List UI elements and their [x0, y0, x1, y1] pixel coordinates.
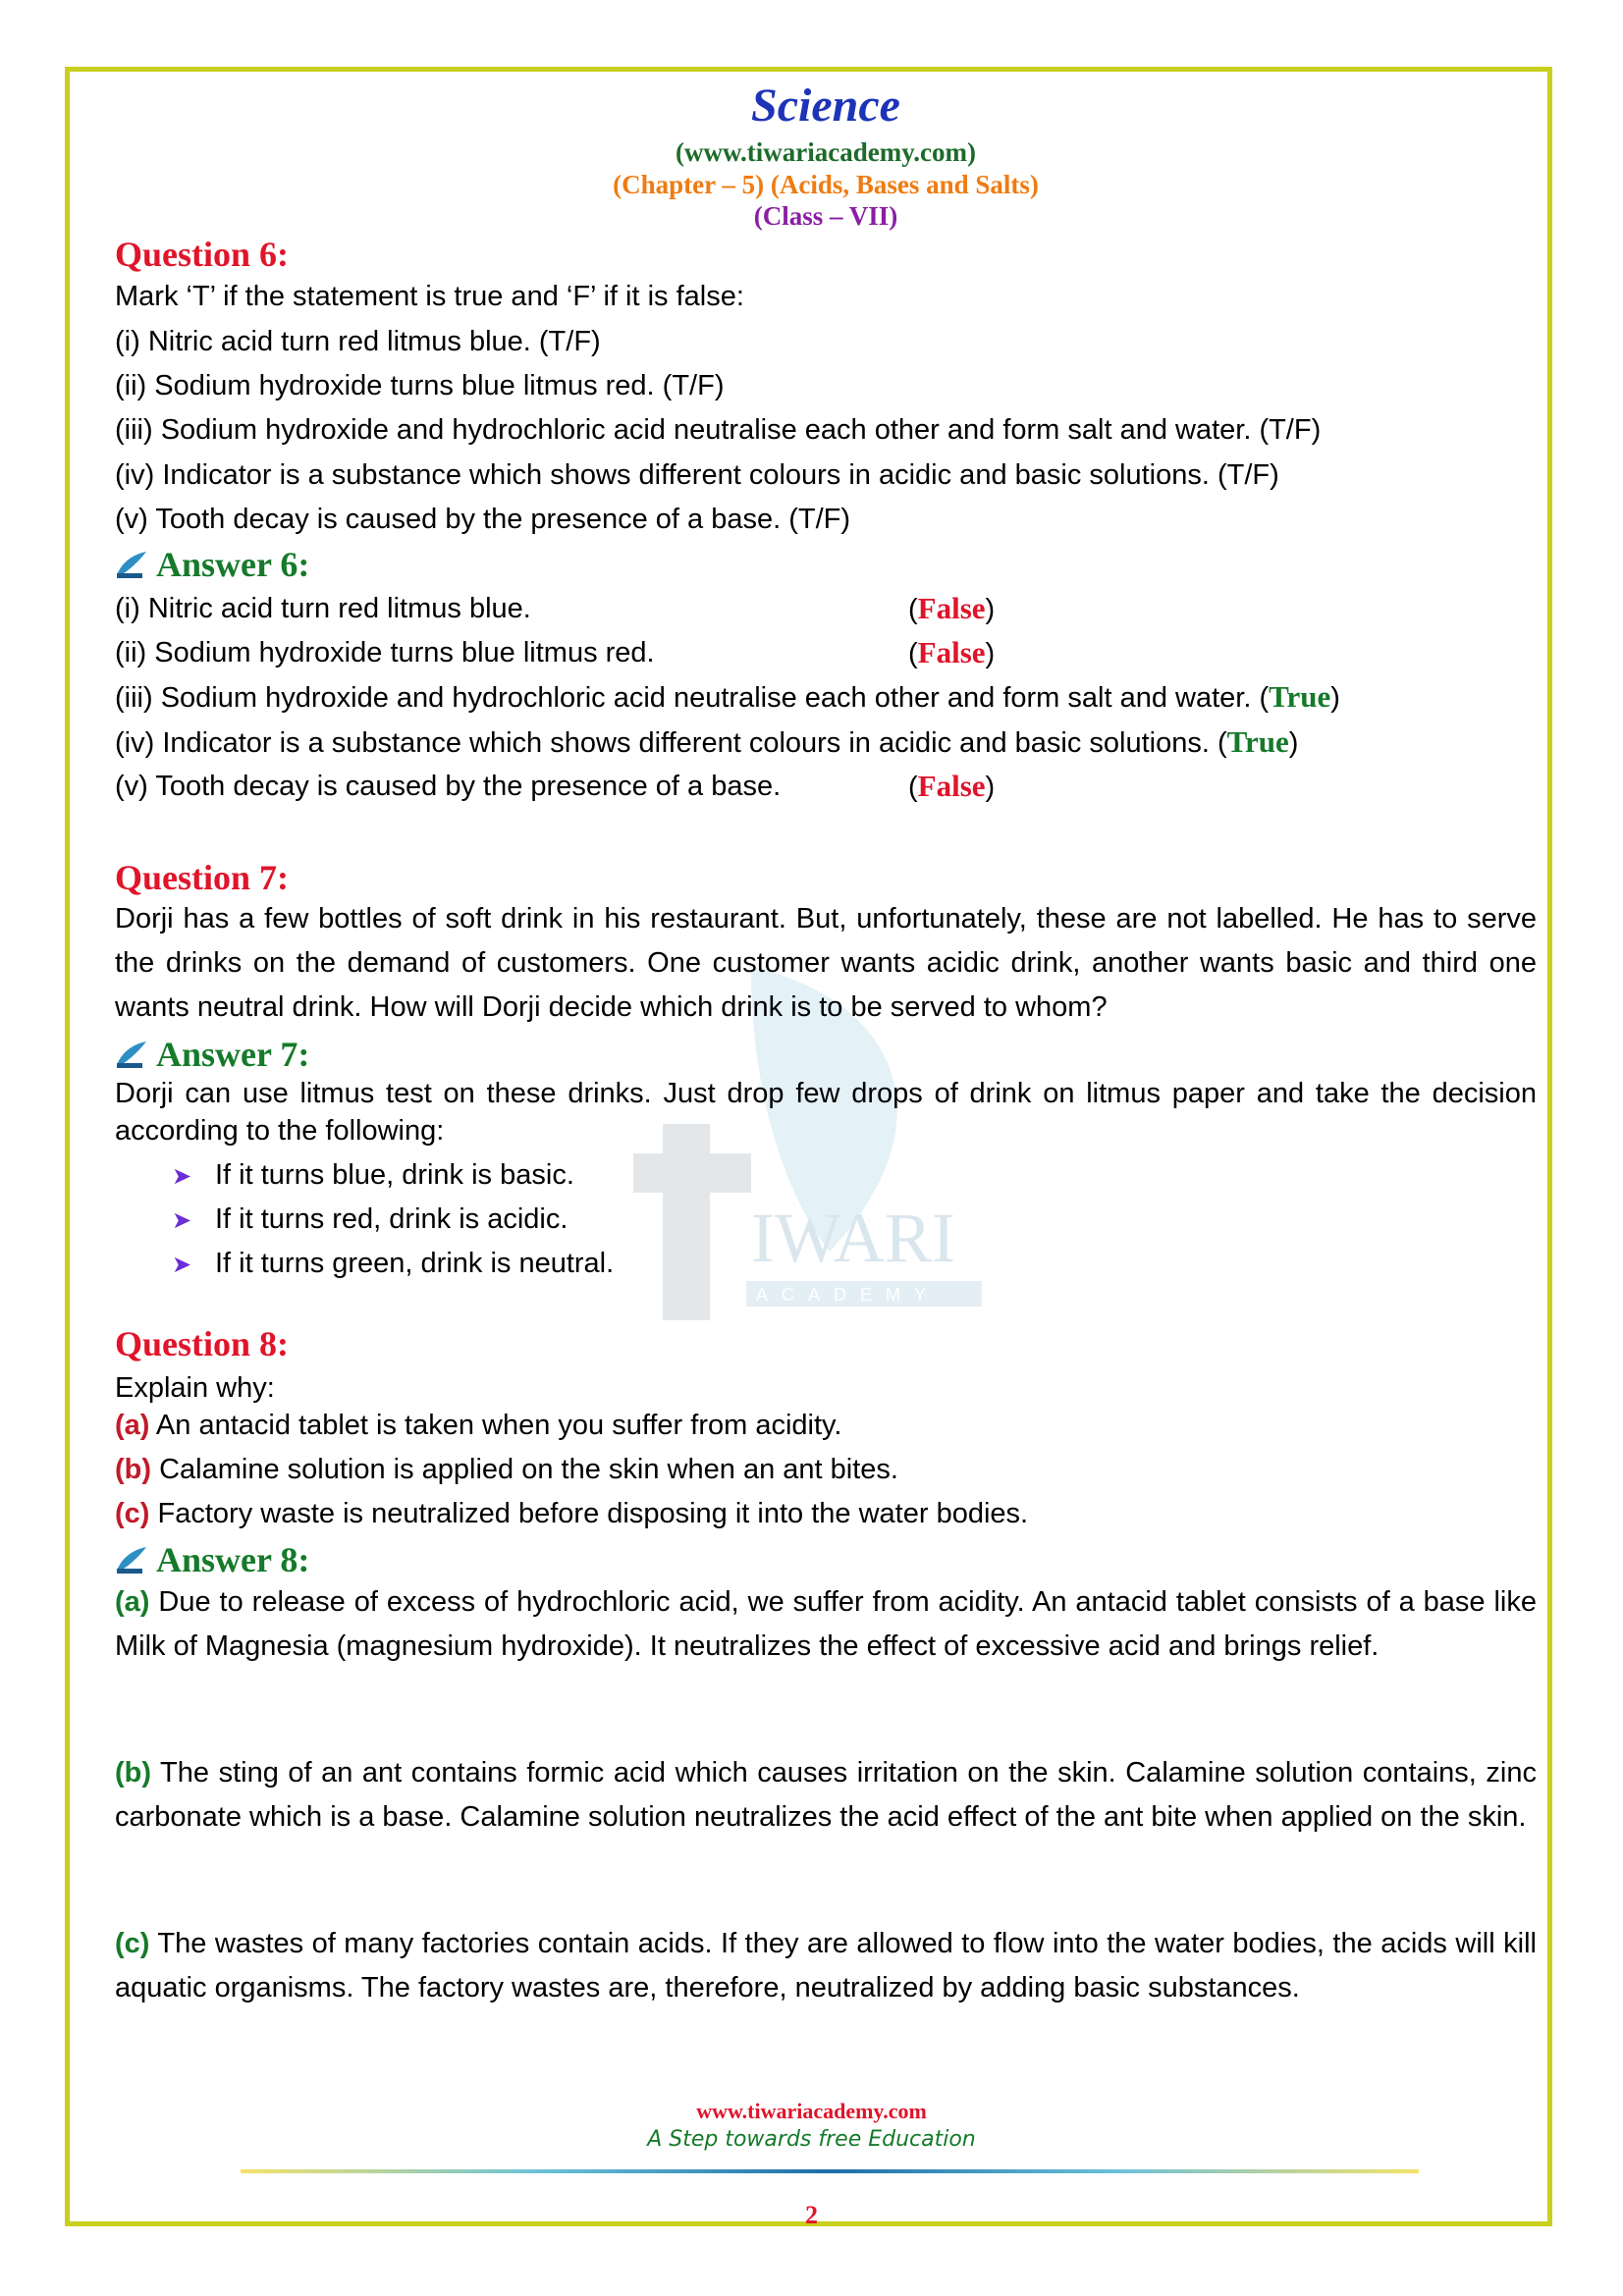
- a7-bullet: ➤ If it turns blue, drink is basic.: [172, 1157, 574, 1195]
- header-site: (www.tiwariacademy.com): [676, 137, 976, 167]
- footer-divider: [241, 2169, 1419, 2173]
- a6-row-text: (v) Tooth decay is caused by the presence of a base.: [115, 771, 782, 802]
- answer-7-heading: Answer 7:: [115, 1034, 309, 1075]
- q6-line: Mark ‘T’ if the statement is true and ‘F’ if it is false:: [115, 281, 744, 312]
- q6-line: (v) Tooth decay is caused by the presence of a base. (T/F): [115, 504, 851, 535]
- arrow-bullet-icon: ➤: [172, 1207, 192, 1234]
- arrow-bullet-icon: ➤: [172, 1163, 192, 1190]
- a6-row-text: (iii) Sodium hydroxide and hydrochloric acid neutralise each other and form salt and water. (True): [115, 679, 1340, 714]
- a6-row-text: (i) Nitric acid turn red litmus blue.: [115, 593, 531, 624]
- q8-item: (c) Factory waste is neutralized before disposing it into the water bodies.: [115, 1498, 1029, 1529]
- header-class: (Class – VII): [753, 201, 898, 231]
- q6-line: (iii) Sodium hydroxide and hydrochloric acid neutralise each other and form salt and water. (T/F): [115, 414, 1322, 446]
- a8-para: (a) Due to release of excess of hydrochloric acid, we suffer from acidity. An antacid tablet consists of a base like Milk of Magnesia (magnesium hydroxide). It neutralizes the effect of excessive acid and brings relief.: [115, 1586, 1537, 1662]
- a7-bullet: ➤ If it turns green, drink is neutral.: [172, 1246, 614, 1283]
- a6-row-text: (iv) Indicator is a substance which shows different colours in acidic and basic solutions. (True): [115, 724, 1299, 759]
- header-chapter: (Chapter – 5) (Acids, Bases and Salts): [613, 170, 1039, 199]
- pen-icon: [115, 1545, 148, 1575]
- a8-para: (b) The sting of an ant contains formic acid which causes irritation on the skin. Calamine solution contains, zinc carbonate which is a base. Calamine solution neutralizes the acid effect of the ant bite when applied on the skin.: [115, 1757, 1537, 1833]
- question-6-heading: Question 6:: [115, 235, 290, 274]
- q6-line: (iv) Indicator is a substance which shows different colours in acidic and basic solutions. (T/F): [115, 459, 1279, 491]
- watermark-word: IWARI: [751, 1199, 955, 1277]
- a6-row-result: (False): [908, 769, 996, 803]
- arrow-bullet-icon: ➤: [172, 1252, 192, 1278]
- q6-line: (ii) Sodium hydroxide turns blue litmus red. (T/F): [115, 370, 725, 401]
- q8-intro: Explain why:: [115, 1372, 275, 1404]
- a8-para: (c) The wastes of many factories contain acids. If they are allowed to flow into the water bodies, the acids will kill aquatic organisms. The factory wastes are, therefore, neutralized by adding basic substances.: [115, 1928, 1537, 2003]
- a6-row-result: (False): [908, 591, 996, 625]
- footer-site: www.tiwariacademy.com: [696, 2099, 927, 2123]
- a6-row-text: (ii) Sodium hydroxide turns blue litmus red.: [115, 637, 655, 668]
- subject-title: Science: [751, 80, 900, 132]
- answer-6-heading: Answer 6:: [115, 544, 309, 585]
- pen-icon: [115, 550, 148, 579]
- page-number: 2: [805, 2201, 818, 2229]
- q8-item: (a) An antacid tablet is taken when you suffer from acidity.: [115, 1410, 842, 1441]
- q6-line: (i) Nitric acid turn red litmus blue. (T/F): [115, 326, 601, 357]
- q7-text: Dorji has a few bottles of soft drink in his restaurant. But, unfortunately, these are not labelled. He has to serve the drinks on the demand of customers. One customer wants acidic drink, another wants basic and third one wants neutral drink. How will Dorji decide which drink is to be served to whom?: [115, 903, 1537, 1023]
- watermark-sub: ACADEMY: [756, 1285, 941, 1305]
- a6-row-result: (False): [908, 635, 996, 669]
- question-8-heading: Question 8:: [115, 1324, 290, 1363]
- footer-tagline: A Step towards free Education: [647, 2127, 976, 2152]
- a7-bullet: ➤ If it turns red, drink is acidic.: [172, 1201, 568, 1239]
- question-7-heading: Question 7:: [115, 858, 290, 897]
- a7-text: Dorji can use litmus test on these drinks. Just drop few drops of drink on litmus paper and take the decision according to the following:: [115, 1078, 1537, 1147]
- q8-item: (b) Calamine solution is applied on the skin when an ant bites.: [115, 1454, 898, 1485]
- pen-icon: [115, 1040, 148, 1069]
- answer-8-heading: Answer 8:: [115, 1539, 309, 1580]
